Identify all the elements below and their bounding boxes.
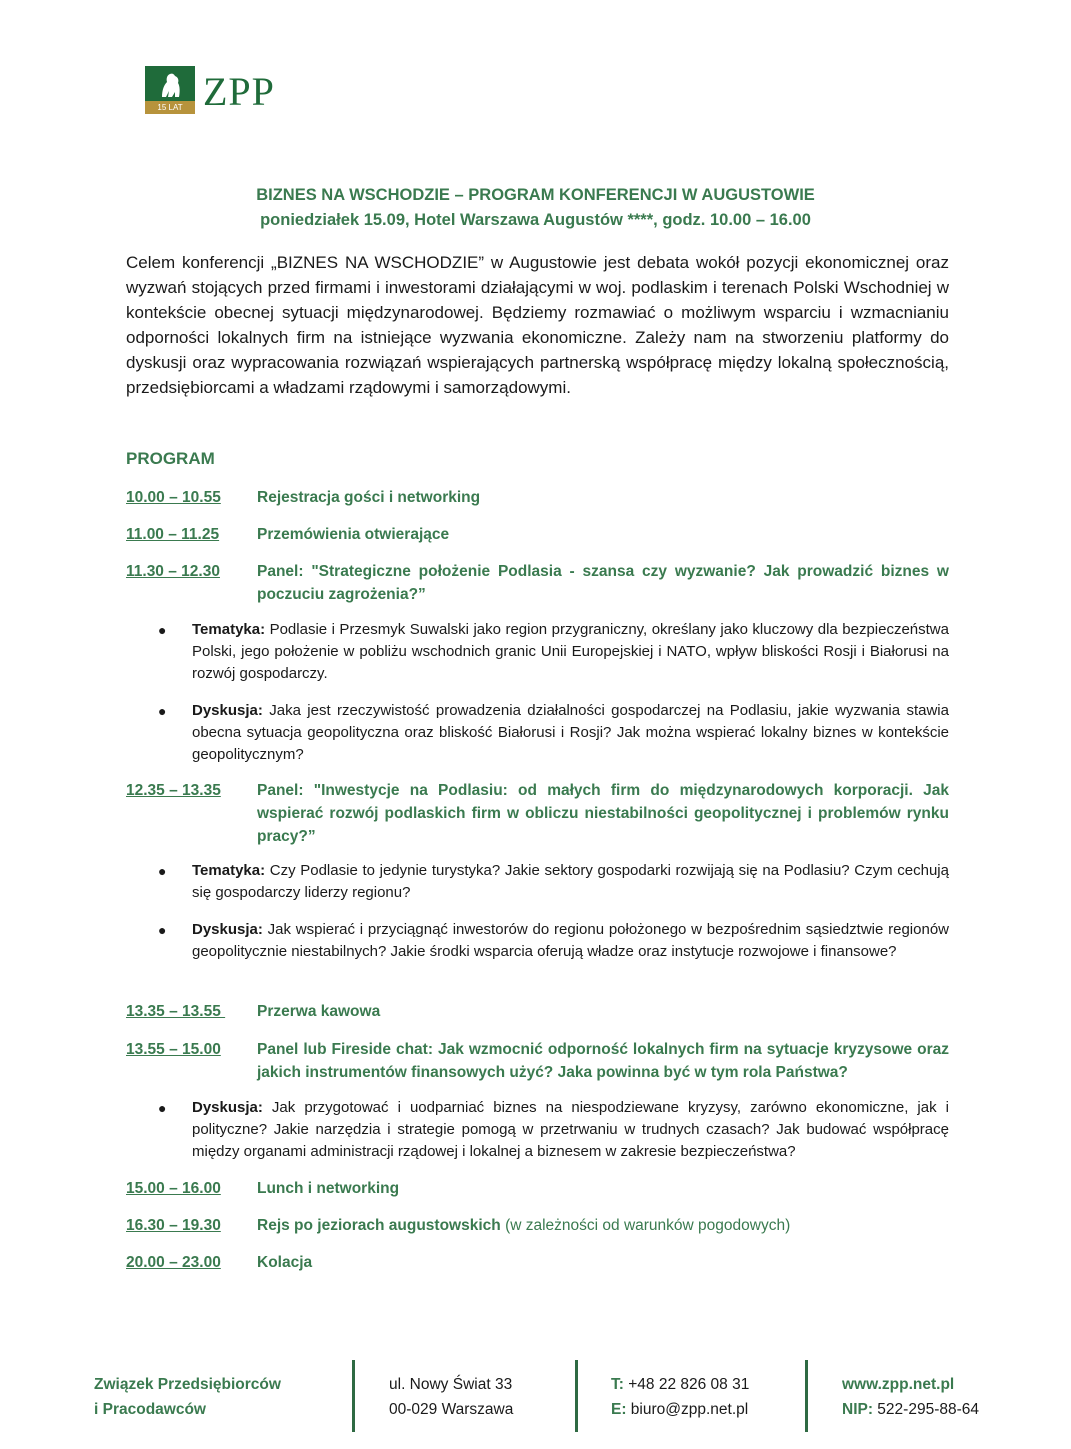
program-item (126, 1214, 949, 1237)
bullet-label: Dyskusja: (192, 1099, 263, 1116)
program-item (126, 560, 949, 606)
program-time: 12.35 – 13.35 (126, 782, 221, 799)
footer-phone: +48 22 826 08 31 (623, 1376, 750, 1393)
bullet-icon: ● (158, 622, 167, 638)
page-footer (0, 1360, 1071, 1430)
footer-nip-label: NIP: (842, 1401, 873, 1418)
program-time: 15.00 – 16.00 (126, 1180, 221, 1197)
program-bullet (158, 619, 949, 685)
bullet-text: Czy Podlasie to jedynie turystyka? Jakie sektory gospodarki rozwijają się na Podlasiu? Czym cechują się gospodarczy liderzy regionu? (192, 862, 949, 901)
program-time: 16.30 – 19.30 (126, 1217, 221, 1234)
program-bullet (158, 860, 949, 904)
program-title-text: Panel lub Fireside chat: Jak wzmocnić odporność lokalnych firm na sytuacje kryzysowe oraz jakich instrumentów finansowych użyć? Jaka powinna być w tym rola Państwa? (257, 1041, 949, 1081)
zpp-logo (145, 66, 285, 116)
program-item (126, 486, 949, 509)
footer-address-line1: ul. Nowy Świat 33 (389, 1376, 513, 1393)
program-item (126, 523, 949, 546)
program-title-text: Kolacja (257, 1254, 313, 1271)
bullet-text: Jak przygotować i uodparniać biznes na niespodziewane kryzysy, zarówno ekonomiczne, jak i polityczne? Jakie narzędzia i strategie pomogą w przetrwaniu w trudnych czasach? Jak budować współpracę między organami administracji rządowej i lokalnej a biznesem w zakresie bezpieczeństwa? (192, 1099, 949, 1160)
program-item (126, 779, 949, 848)
bullet-label: Tematyka: (192, 862, 266, 879)
footer-email-label: E: (611, 1401, 627, 1418)
footer-email-link[interactable]: biuro@zpp.net.pl (626, 1401, 749, 1418)
document-subtitle: poniedziałek 15.09, Hotel Warszawa Augustów ****, godz. 10.00 – 16.00 (260, 211, 811, 229)
footer-nip: 522-295-88-64 (873, 1401, 979, 1418)
bullet-icon: ● (158, 703, 167, 719)
footer-web (842, 1372, 979, 1422)
program-title-text: Panel: "Inwestycje na Podlasiu: od małych firm do międzynarodowych korporacji. Jak wspierać rozwój podlaskich firm w obliczu niestabilności geopolitycznej i problemów rynku pracy?” (257, 782, 949, 845)
bullet-text: Podlasie i Przesmyk Suwalski jako region przygraniczny, określany jako kluczowy dla bezpieczeństwa Polski, jego położenie w pobliżu wschodnich granic Unii Europejskiej i NATO, wpływ bliskości Rosji i Białorusi na rozwój gospodarczy. (192, 621, 949, 682)
program-item (126, 1251, 949, 1274)
footer-contact (611, 1372, 749, 1422)
footer-address (389, 1372, 513, 1422)
footer-divider (352, 1360, 355, 1432)
bullet-icon: ● (158, 863, 167, 879)
program-bullet (158, 1097, 949, 1163)
footer-phone-label: T: (611, 1376, 624, 1393)
program-time: 13.35 – 13.55 (126, 1003, 226, 1020)
bullet-label: Dyskusja: (192, 921, 263, 938)
program-item (126, 1177, 949, 1200)
footer-address-line2: 00-029 Warszawa (389, 1401, 514, 1418)
program-title-text: Przerwa kawowa (257, 1003, 381, 1020)
program-title-text: Rejestracja gości i networking (257, 489, 481, 506)
bullet-label: Tematyka: (192, 621, 266, 638)
bear-badge-icon (145, 66, 195, 114)
program-title-text: Przemówienia otwierające (257, 526, 450, 543)
bullet-icon: ● (158, 1100, 167, 1116)
program-title-text: Rejs po jeziorach augustowskich (257, 1217, 501, 1234)
program-item (126, 1000, 949, 1023)
badge-band: 15 LAT (145, 101, 195, 114)
bullet-label: Dyskusja: (192, 702, 263, 719)
footer-org (94, 1372, 281, 1422)
program-bullet (158, 919, 949, 963)
program-time: 13.55 – 15.00 (126, 1041, 221, 1058)
footer-org-line1: Związek Przedsiębiorców (94, 1376, 281, 1393)
program-time: 11.00 – 11.25 (126, 526, 220, 543)
program-title-text: Panel: "Strategiczne położenie Podlasia - szansa czy wyzwanie? Jak prowadzić biznes w poczuciu zagrożenia?” (257, 563, 949, 603)
footer-divider (805, 1360, 808, 1432)
program-time: 11.30 – 12.30 (126, 563, 220, 580)
footer-org-line2: i Pracodawców (94, 1401, 206, 1418)
intro-text: Celem konferencji „BIZNES NA WSCHODZIE” w Augustowie jest debata wokół pozycji ekonomicznej oraz wyzwań stojących przed firmami i inwestorami działającymi w woj. podlaskim i terenach Polski Wschodniej w kontekście obecnej sytuacji międzynarodowej. Będziemy rozmawiać o możliwym wsparciu i wzmacnianiu odporności lokalnych firm na istniejące wyzwania ekonomiczne. Zależy nam na stworzeniu platformy do dyskusji oraz wypracowania rozwiązań wspierających partnerską współpracę między lokalną społecznością, przedsiębiorcami a władzami rządowymi i samorządowymi. (126, 253, 949, 397)
program-time: 20.00 – 23.00 (126, 1254, 221, 1271)
document-title: BIZNES NA WSCHODZIE – PROGRAM KONFERENCJI W AUGUSTOWIE (256, 186, 815, 204)
program-item (126, 1038, 949, 1084)
footer-website-link[interactable]: www.zpp.net.pl (842, 1376, 955, 1393)
program-note: (w zależności od warunków pogodowych) (500, 1217, 791, 1234)
program-bullet (158, 700, 949, 766)
program-title-text: Lunch i networking (257, 1180, 400, 1197)
logo-wordmark: ZPP (203, 69, 275, 114)
bullet-icon: ● (158, 922, 167, 938)
bullet-text: Jak wspierać i przyciągnąć inwestorów do regionu położonego w bezpośrednim sąsiedztwie regionów geopolitycznie niestabilnych? Jakie środki wsparcia oferują władze oraz instytucje rozwojowe i finansowe? (192, 921, 949, 960)
program-time: 10.00 – 10.55 (126, 489, 221, 506)
intro-paragraph (126, 250, 949, 400)
bullet-text: Jaka jest rzeczywistość prowadzenia działalności gospodarczej na Podlasiu, jakie wyzwania stawia obecna sytuacja geopolityczna oraz bliskość Białorusi i Rosji? Jak można wspierać lokalny biznes w kontekście geopolitycznym? (192, 702, 949, 763)
footer-divider (575, 1360, 578, 1432)
program-title: PROGRAM (126, 449, 215, 468)
